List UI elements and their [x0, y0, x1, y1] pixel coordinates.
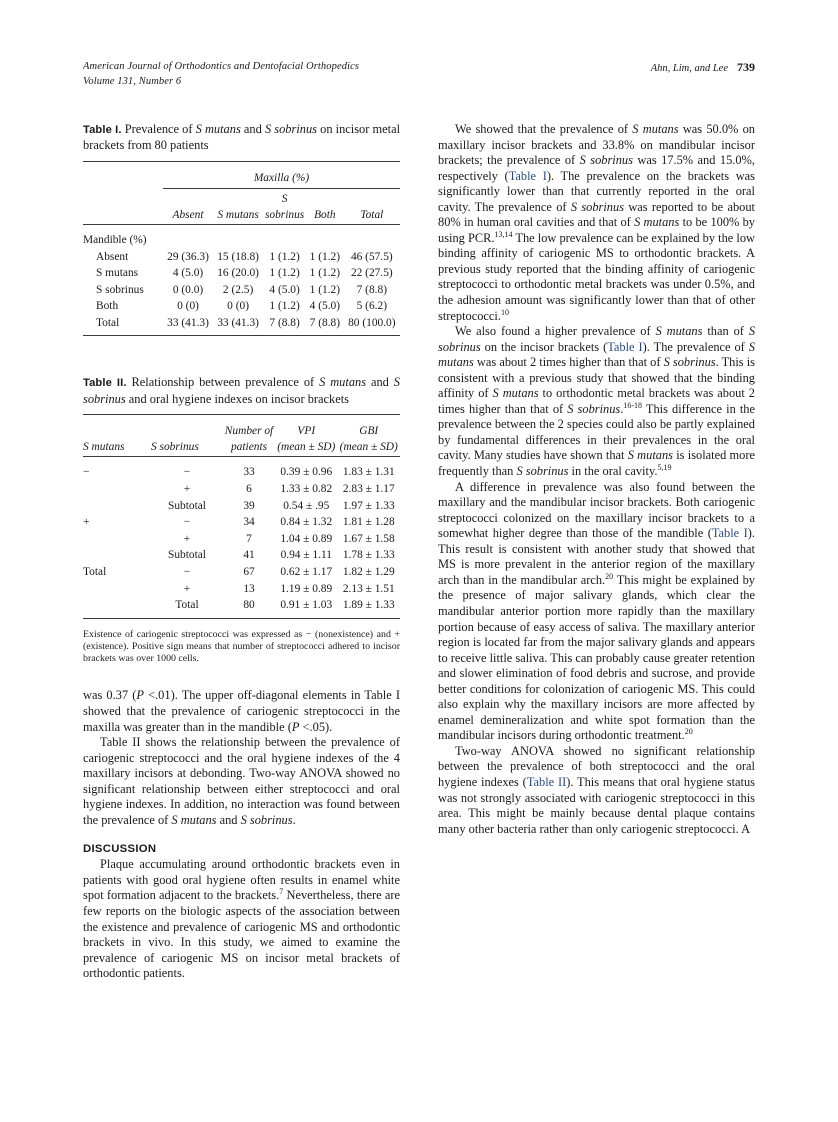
table-2-r3c3: 0.84 ± 1.32 [280, 516, 333, 529]
right-para-1 [438, 122, 755, 324]
table-2-r0c0: − [83, 466, 90, 479]
table-2-r0c2: 33 [243, 466, 255, 479]
table-row [83, 597, 400, 614]
volume-issue: Volume 131, Number 6 [83, 75, 182, 87]
table-2-header-line2 [83, 440, 400, 457]
table-row [83, 265, 400, 282]
table-2-r8c0 [83, 597, 151, 614]
table-1-subhead-2: S [281, 192, 288, 205]
rp2-t10: is isolated more frequently than [438, 448, 755, 479]
rp2-i7: S mutans [627, 448, 673, 463]
running-head-right [651, 60, 755, 77]
table-2-r3c0: + [83, 516, 90, 529]
table-2-r8c2: 80 [243, 599, 255, 612]
rp1-i1: S mutans [632, 122, 679, 136]
table-2-r2c2: 39 [243, 499, 255, 512]
table-2-col3-line1: VPI [297, 425, 316, 438]
table-1-r3c0: 0 (0) [177, 300, 199, 313]
table-2-r1c1: + [183, 483, 191, 496]
right-column [438, 122, 755, 1082]
table-1-caption [83, 122, 400, 154]
table-1-row-1-label: S mutans [96, 267, 139, 280]
table-1-stub-header-row [83, 232, 400, 249]
table-2-r1c3: 1.33 ± 0.82 [280, 483, 333, 496]
table-1-r0c3: 1 (1.2) [309, 250, 341, 263]
lp3-t2: Nevertheless, there are few reports on the biologic aspects of the association between the existence and prevalence of cariogenic MS and orthodontic brackets in vivo. In this study, we aimed to examine the prevalence of cariogenic MS on incisor metal brackets of orthodontic patients. [83, 888, 400, 981]
table-2-col-gbi: (mean ± SD) [339, 441, 398, 454]
author-names: Ahn, Lim, and Lee [650, 63, 728, 74]
table-1-subhead-3 [306, 188, 344, 208]
left-para-3 [83, 857, 400, 981]
table-1-subhead-0 [163, 188, 213, 208]
table-1-label: Table I. [83, 124, 122, 136]
lp2-i2: S sobrinus [240, 812, 293, 827]
table-2-r4c4: 1.67 ± 1.58 [342, 532, 395, 545]
rp2-t4: ). The prevalence of [642, 339, 749, 354]
lp2-t1: Table II shows the relationship between the prevalence of cariogenic streptococci and the oral hygiene indexes of the 4 maxillary incisors at debonding. Two-way ANOVA showed no significant relationship between either streptococci and oral hygiene indexes. In addition, no interaction was found between the prevalence of [83, 735, 400, 827]
table-2-r7c3: 1.19 ± 0.89 [280, 582, 333, 595]
table-2-rule-bottom [83, 618, 400, 622]
rp2-t7: to orthodontic metal brackets was about 2 times higher than that of [438, 386, 755, 416]
table-2-r6c0: Total [83, 566, 107, 579]
table-row [83, 547, 400, 564]
rp3-t2: ). This result is consistent with another study that showed that MS is more prevalent in the anterior region of the maxillary arch than in the mandibular arch. [438, 526, 755, 587]
table-1-r1c1: 16 (20.0) [217, 267, 259, 280]
right-para-4 [438, 744, 755, 837]
table-1-caption-p3: on incisor metal brackets from 80 patients [83, 122, 401, 153]
table-row [83, 531, 400, 548]
table-1-stub-header: Mandible (%) [83, 234, 147, 247]
lp1-t2: <.01). The upper off-diagonal elements in Table I showed that the prevalence of cariogenic streptococci in the maxilla was greater than in the mandible ( [83, 688, 400, 734]
rp2-t5: was about 2 times higher than that of [473, 355, 664, 370]
rp2-i6: S sobrinus [567, 401, 621, 416]
table-2-caption-i2: S sobrinus [83, 375, 400, 406]
table-2-r2c0 [83, 497, 151, 514]
table-1-row-3-label: Both [96, 300, 119, 313]
rp2-i4: S sobrinus [663, 355, 716, 370]
table-2-r8c4: 1.89 ± 1.33 [342, 599, 395, 612]
rp1-ref-10: 10 [500, 307, 509, 317]
xref-table-1-c[interactable]: Table I [711, 526, 748, 541]
table-row [83, 481, 400, 498]
rp2-t9: This difference in the prevalence between the 2 species could also be partly explained by fundamental differences in their prevalences in the oral cavity. Many studies have shown that [438, 401, 755, 463]
rp3-ref-20a: 20 [605, 571, 614, 581]
table-2-header-line1 [83, 424, 400, 440]
rp2-t1: We also found a higher prevalence of [455, 324, 656, 339]
table-1-r4c1: 33 (41.3) [217, 317, 259, 330]
table-2-caption-p1: Relationship between prevalence of [131, 375, 320, 390]
table-1-r4c0: 33 (41.3) [167, 317, 209, 330]
table-1-r0c0: 29 (36.3) [167, 250, 209, 263]
rp2-i2: S sobrinus [438, 324, 756, 354]
lp2-t3: . [292, 812, 296, 827]
table-2-r7c1: + [183, 582, 191, 595]
table-row [83, 497, 400, 514]
table-2-r7c0 [83, 580, 151, 597]
table-2-r1c0 [83, 481, 151, 498]
table-2-footnote: Existence of cariogenic streptococci was expressed as − (nonexistence) and + (existence). Positive sign means that number of streptococci adhered to incisor brackets was over 1000 cells. [83, 628, 400, 665]
table-1-r1c4: 22 (27.5) [350, 267, 393, 280]
running-head-left [83, 60, 359, 89]
table-2-col0-line1 [83, 424, 151, 440]
page-number: 739 [737, 60, 755, 74]
table-1-r0c2: 1 (1.2) [269, 250, 300, 263]
table-2-col-patients: patients [230, 441, 268, 454]
table-1-col-both: Both [314, 208, 336, 221]
table-2-r0c3: 0.39 ± 0.96 [280, 466, 333, 479]
xref-table-2[interactable]: Table II [526, 774, 567, 789]
table-2-r3c4: 1.81 ± 1.28 [342, 516, 395, 529]
table-2-r6c2: 67 [243, 566, 255, 579]
lp1-t3: <.05). [299, 719, 333, 734]
rp2-i5: S mutans [492, 386, 539, 401]
table-1-block [83, 122, 400, 339]
table-2-caption-p3: and oral hygiene indexes on incisor brackets [125, 391, 350, 406]
lp3-ref-7: 7 [279, 887, 284, 897]
table-2-caption-i1: S mutans [319, 375, 367, 390]
table-2-r5c1: Subtotal [168, 549, 206, 562]
table-2-label: Table II. [83, 377, 127, 390]
table-2-r4c0 [83, 531, 151, 548]
table-1-row-0-label: Absent [96, 250, 129, 263]
two-column-body [83, 122, 755, 1082]
table-1-row-2-label: S sobrinus [96, 283, 144, 296]
table-2-r0c4: 1.83 ± 1.31 [342, 466, 395, 479]
table-2-r7c2: 13 [243, 582, 255, 595]
table-row [83, 298, 400, 315]
table-1-r3c4: 5 (6.2) [356, 300, 388, 313]
table-1-subhead-4 [344, 188, 400, 208]
table-1-col-total: Total [360, 208, 384, 221]
table-2-r8c3: 0.91 ± 1.03 [280, 599, 333, 612]
table-2-r2c3: 0.54 ± .95 [283, 499, 330, 512]
rp1-i3: S sobrinus [570, 199, 625, 214]
table-1-r4c3: 7 (8.8) [309, 317, 341, 330]
rp1-t2: was 50.0% on maxillary incisor brackets and 33.8% on mandibular incisor brackets; the prevalence of [438, 122, 755, 168]
table-1-row-4-label: Total [96, 317, 120, 330]
table-2-block [83, 375, 400, 665]
table-1-r2c1: 2 (2.5) [222, 283, 254, 296]
left-column [83, 122, 400, 1082]
table-row [83, 248, 400, 265]
table-1-caption-i1: S mutans [195, 122, 241, 136]
table-2-r7c4: 2.13 ± 1.51 [342, 582, 395, 595]
table-2-r5c0 [83, 547, 151, 564]
table-1-group-header: Maxilla (%) [163, 171, 400, 189]
table-1-header-row [83, 208, 400, 225]
rp1-t1: We showed that the prevalence of [455, 122, 633, 136]
rp2-t2: than of [702, 324, 749, 339]
table-row [83, 580, 400, 597]
table-2 [83, 414, 400, 621]
table-2-r3c1: − [183, 516, 191, 529]
table-2-r5c2: 41 [243, 549, 255, 562]
lp1-t1: was 0.37 ( [83, 688, 137, 703]
table-2-caption [83, 375, 400, 407]
table-2-col4-line1: GBI [359, 425, 379, 438]
table-1-r2c3: 1 (1.2) [309, 283, 341, 296]
table-1-r3c2: 1 (1.2) [269, 300, 300, 313]
rp1-t7: The low prevalence can be explained by the low binding affinity of cariogenic MS to orthodontic brackets. A previous study reported that the binding affinity of cariogenic streptococci to orthodontic metal brackets was under 0.5%, and the adhesion amount was significantly lower than that of other streptococci. [438, 230, 756, 323]
table-1-subhead-row [83, 188, 400, 208]
table-row [83, 564, 400, 581]
table-1-r2c4: 7 (8.8) [356, 283, 388, 296]
table-2-r4c3: 1.04 ± 0.89 [280, 532, 333, 545]
table-2-r8c1: Total [175, 599, 199, 612]
rp2-i8: S sobrinus [516, 464, 569, 479]
table-1-r0c4: 46 (57.5) [350, 250, 393, 263]
table-1-r4c4: 80 (100.0) [348, 317, 396, 330]
table-1-r3c3: 4 (5.0) [309, 300, 341, 313]
table-2-r3c2: 34 [243, 516, 255, 529]
table-2-col-s-mutans: S mutans [83, 441, 125, 454]
left-para-2 [83, 735, 400, 828]
rp2-i1: S mutans [655, 324, 703, 339]
table-1-r1c0: 4 (5.0) [172, 267, 204, 280]
table-2-r4c2: 7 [246, 532, 252, 545]
table-2-r5c3: 0.94 ± 1.11 [280, 549, 332, 562]
rp2-t8: . [620, 401, 624, 416]
rp2-ref-16-18: 16-18 [623, 400, 643, 410]
table-1-rule-bottom [83, 336, 400, 340]
table-1-col-s-mutans: S mutans [217, 208, 259, 221]
table-1-subhead-1 [213, 188, 263, 208]
right-para-3 [438, 480, 755, 744]
table-2-r1c4: 2.83 ± 1.17 [342, 483, 395, 496]
table-2-col2-line1: Number of [224, 425, 274, 438]
table-1-col-s-sobrinus: sobrinus [264, 208, 305, 221]
table-1-r1c2: 1 (1.2) [269, 267, 300, 280]
right-para-2 [438, 324, 755, 479]
table-1-r0c1: 15 (18.8) [217, 250, 259, 263]
rp4-t2: ). This means that oral hygiene status was not strongly associated with cariogenic streptococci in this area. This might be mainly because dental plaque contains many other bacteria rather than only cariogenic streptococci. A [438, 774, 755, 836]
rp1-t5: was reported to be about 80% in human oral cavities and that of [438, 199, 755, 230]
rp2-i3: S mutans [438, 339, 755, 370]
rp2-t6: . This is consistent with a previous study that showed that the binding affinity of [438, 355, 756, 401]
xref-table-1[interactable]: Table I [508, 168, 547, 183]
rp1-t6: to be 100% by using PCR. [438, 215, 755, 245]
table-2-r5c4: 1.78 ± 1.33 [342, 549, 395, 562]
rp1-i2: S sobrinus [579, 153, 633, 168]
table-2-r2c1: Subtotal [168, 499, 206, 512]
table-row [83, 464, 400, 481]
table-1-r4c2: 7 (8.8) [269, 317, 300, 330]
table-1-caption-i2: S sobrinus [264, 122, 317, 136]
lp1-i1: P [136, 688, 144, 703]
table-1-r3c1: 0 (0) [227, 300, 249, 313]
rp3-t3: This might be explained by the presence of major salivary glands, which clear the mandibular anterior portion more rapidly than the maxillary portion because of easy access of saliva. The maxillary anterior region is located far from the major salivary glands and appears to receive little saliva. This can probably cause greater retention and slower elimination of food debris and sucrose, and provide better conditions for colonization of cariogenic MS. This could also explain why the maxillary incisors are more affected by enamel demineralization and white spot formation than the mandibular incisors during orthodontic treatment. [438, 572, 755, 743]
rp1-t3: was 17.5% and 15.0%, respectively ( [438, 153, 755, 183]
lp1-i2: P [291, 719, 300, 734]
table-1-r2c2: 4 (5.0) [269, 283, 300, 296]
table-1-caption-p1: Prevalence of [124, 122, 196, 136]
table-2-r4c1: + [183, 532, 191, 545]
journal-title: American Journal of Orthodontics and Dentofacial Orthopedics [83, 61, 360, 72]
table-1-col-absent: Absent [172, 208, 204, 221]
table-1-r2c0: 0 (0.0) [172, 283, 204, 296]
table-row [83, 514, 400, 531]
table-2-r6c4: 1.82 ± 1.29 [342, 566, 395, 579]
rp3-t1: A difference in prevalence was also found between the maxillary and the mandibular incisor brackets. Both cariogenic streptococci colonized on the maxillary incisor brackets to a somewhat higher degree than those of the mandible ( [438, 479, 755, 541]
table-2-col-vpi: (mean ± SD) [277, 441, 336, 454]
table-row [83, 282, 400, 299]
table-2-r0c1: − [183, 466, 191, 479]
left-para-1 [83, 688, 400, 735]
rp1-t4: ). The prevalence on the brackets was significantly lower than that currently reported in the oral cavity. The prevalence of [438, 168, 755, 214]
rp3-ref-20b: 20 [684, 727, 693, 737]
lp2-t2: and [216, 812, 241, 827]
table-1-group-header-row [83, 171, 400, 189]
rp1-ref-13-14: 13,14 [494, 229, 513, 239]
table-1 [83, 161, 400, 340]
rp2-ref-5-19: 5,19 [657, 462, 672, 472]
table-2-r1c2: 6 [246, 483, 252, 496]
rp1-i4: S mutans [634, 215, 680, 230]
running-head [83, 60, 755, 89]
rp4-t1: Two-way ANOVA showed no significant relationship between the prevalence of both streptococci and the oral hygiene indexes ( [438, 743, 755, 789]
rp2-t3: on the incisor brackets ( [480, 339, 608, 354]
heading-discussion: DISCUSSION [83, 843, 157, 856]
table-1-caption-p2: and [240, 122, 265, 136]
table-2-col1-line1 [151, 424, 223, 440]
table-2-r2c4: 1.97 ± 1.33 [342, 499, 395, 512]
lp3-t1: Plaque accumulating around orthodontic brackets even in patients with good oral hygiene often results in enamel white spot formation adjacent to the brackets. [83, 857, 400, 903]
table-2-col-s-sobrinus: S sobrinus [151, 441, 199, 454]
table-1-r1c3: 1 (1.2) [309, 267, 341, 280]
table-2-r6c3: 0.62 ± 1.17 [280, 566, 333, 579]
lp2-i1: S mutans [171, 812, 217, 827]
table-row [83, 315, 400, 332]
rp2-t11: in the oral cavity. [568, 464, 658, 479]
table-2-r6c1: − [183, 566, 191, 579]
table-2-caption-p2: and [366, 375, 394, 390]
xref-table-1-b[interactable]: Table I [607, 339, 643, 354]
